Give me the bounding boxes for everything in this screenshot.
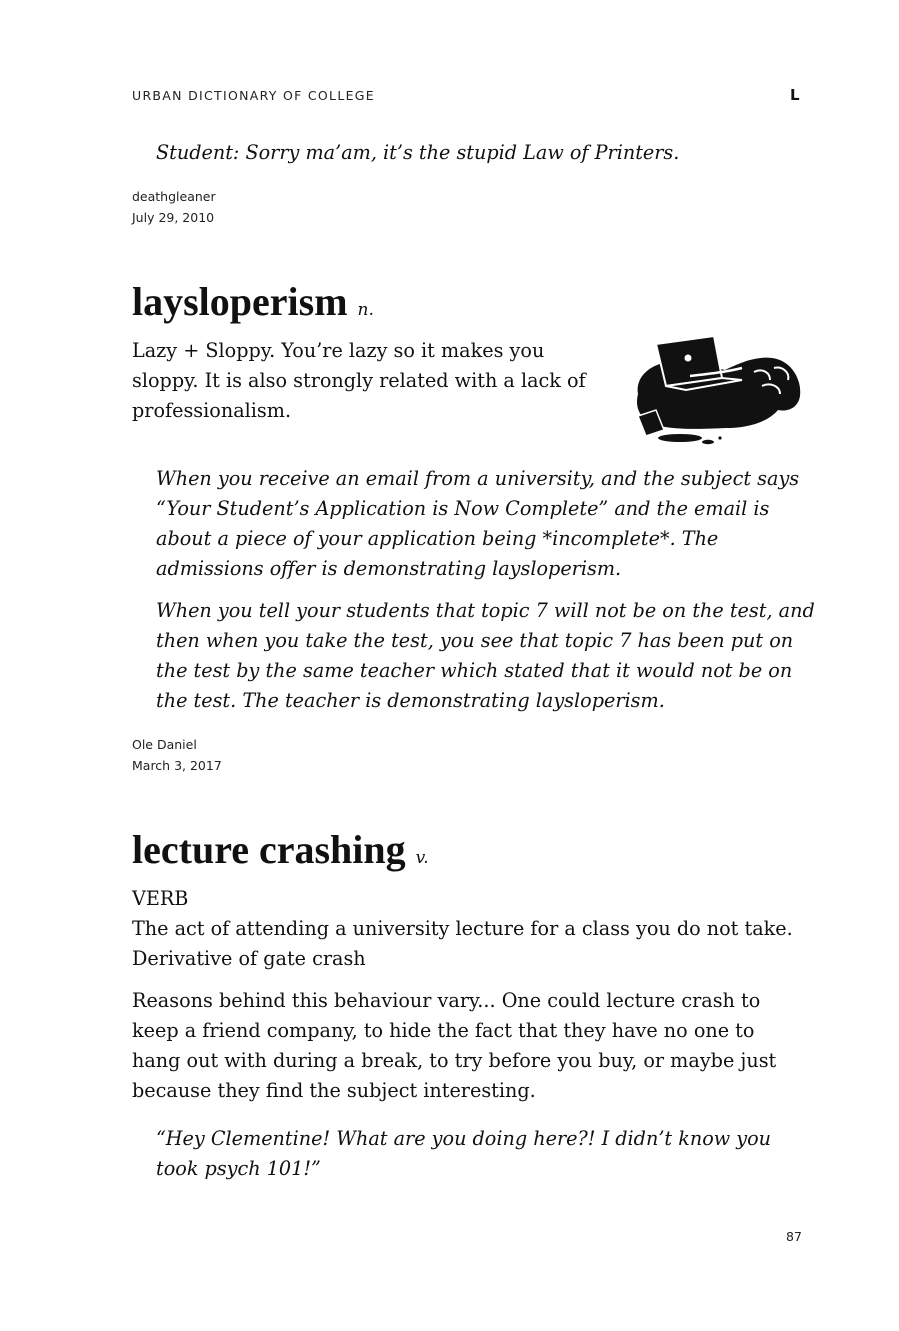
part-of-speech: v. (415, 848, 429, 868)
page-number: 87 (786, 1229, 802, 1244)
entry-date: July 29, 2010 (132, 210, 215, 225)
entry-date: March 3, 2017 (132, 758, 222, 773)
example-quote: “Hey Clementine! What are you doing here?! I didn’t know you took psych 101!” (156, 1127, 772, 1180)
explanation-paragraph: Reasons behind this behaviour vary... One could lecture crash to keep a friend company, to hide the fact that they have no one to hang out with during a break, to try before you buy, or maybe just because they find the subject interesting. (132, 989, 777, 1102)
author-name: Ole Daniel (132, 737, 197, 752)
definition: Lazy + Sloppy. You’re lazy so it makes you sloppy. It is also strongly related with a lack of professionalism. (132, 339, 586, 422)
headword-text: lecture crashing (132, 827, 406, 872)
example-quote: When you tell your students that topic 7 will not be on the test, and then when you take the test, you see that topic 7 has been put on the test by the same teacher which stated that it would not be on the test. The teacher is demonstrating laysloperism. (156, 599, 815, 712)
headword (132, 278, 374, 325)
part-of-speech: n. (357, 300, 374, 320)
example-quote: When you receive an email from a university, and the subject says “Your Student’s Application is Now Complete” and the email is about a piece of your application being *incomplete*. The admissions offer is demonstrating laysloperism. (156, 467, 800, 580)
spill-drop (702, 440, 714, 444)
spill-puddle (658, 434, 702, 442)
running-head: URBAN DICTIONARY OF COLLEGE (132, 88, 375, 103)
definition-line: VERB (132, 887, 189, 910)
headword-text: laysloperism (132, 279, 348, 324)
laptop-logo (685, 355, 692, 362)
author-name: deathgleaner (132, 189, 216, 204)
section-letter: L (790, 86, 800, 104)
example-quote: Student: Sorry ma’am, it’s the stupid Law of Printers. (156, 141, 680, 164)
definition-line: The act of attending a university lecture for a class you do not take. Derivative of gate crash (132, 917, 793, 970)
headword (132, 826, 429, 873)
spill-dot (718, 436, 721, 439)
laptop-spill-illustration (630, 334, 806, 448)
